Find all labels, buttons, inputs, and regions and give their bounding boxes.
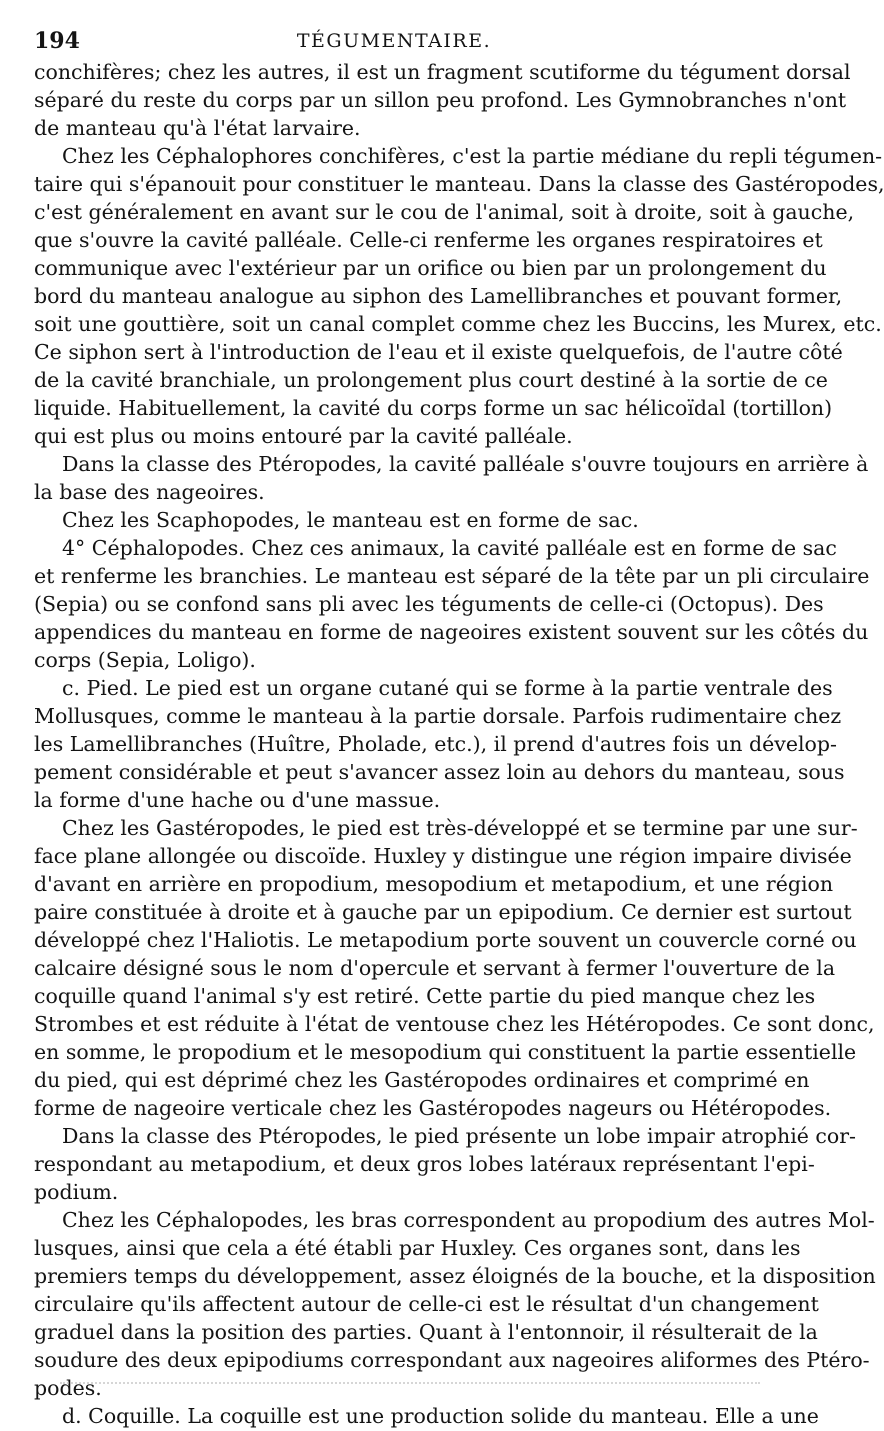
text-line: soit une gouttière, soit un canal complet comme chez les Buccins, les Murex, etc. (34, 312, 882, 336)
text-line: Strombes et est réduite à l'état de ventouse chez les Hétéropodes. Ce sont donc, (34, 1012, 875, 1036)
running-head: TÉGUMENTAIRE. (296, 30, 492, 52)
text-line: podium. (34, 1180, 119, 1204)
text-line: Chez les Céphalopodes, les bras correspondent au propodium des autres Mol- (62, 1208, 875, 1232)
text-line: de la cavité branchiale, un prolongement plus court destiné à la sortie de ce (34, 368, 828, 392)
text-line: de manteau qu'à l'état larvaire. (34, 116, 361, 140)
text-line: Dans la classe des Ptéropodes, la cavité palléale s'ouvre toujours en arrière à (62, 452, 869, 476)
text-line: Chez les Céphalophores conchifères, c'est la partie médiane du repli tégumen- (62, 144, 883, 168)
text-line: podes. (34, 1376, 102, 1400)
text-line: conchifères; chez les autres, il est un fragment scutiforme du tégument dorsal (34, 60, 851, 84)
text-line: appendices du manteau en forme de nageoires existent souvent sur les côtés du (34, 620, 869, 644)
text-line: 4° Céphalopodes. Chez ces animaux, la cavité palléale est en forme de sac (62, 536, 837, 560)
text-line: du pied, qui est déprimé chez les Gastéropodes ordinaires et comprimé en (34, 1068, 810, 1092)
text-line: Mollusques, comme le manteau à la partie dorsale. Parfois rudimentaire chez (34, 704, 842, 728)
text-line: les Lamellibranches (Huître, Pholade, etc.), il prend d'autres fois un dévelop- (34, 732, 837, 756)
text-line: communique avec l'extérieur par un orifice ou bien par un prolongement du (34, 256, 827, 280)
text-line: et renferme les branchies. Le manteau est séparé de la tête par un pli circulaire (34, 564, 870, 588)
text-line: graduel dans la position des parties. Quant à l'entonnoir, il résulterait de la (34, 1320, 818, 1344)
body-text (34, 58, 884, 1430)
text-line: que s'ouvre la cavité palléale. Celle-ci renferme les organes respiratoires et (34, 228, 823, 252)
text-line: coquille quand l'animal s'y est retiré. Cette partie du pied manque chez les (34, 984, 816, 1008)
text-line: pement considérable et peut s'avancer assez loin au dehors du manteau, sous (34, 760, 845, 784)
text-line: Chez les Gastéropodes, le pied est très-développé et se termine par une sur- (62, 816, 858, 840)
page-header (34, 28, 754, 58)
next-line-fragment (60, 1382, 760, 1392)
text-line: Ce siphon sert à l'introduction de l'eau et il existe quelquefois, de l'autre côté (34, 340, 843, 364)
text-line: taire qui s'épanouit pour constituer le manteau. Dans la classe des Gastéropodes, (34, 172, 884, 196)
text-line: développé chez l'Haliotis. Le metapodium porte souvent un couvercle corné ou (34, 928, 857, 952)
text-line: la base des nageoires. (34, 480, 265, 504)
text-line: premiers temps du développement, assez éloignés de la bouche, et la disposition (34, 1264, 876, 1288)
text-line: bord du manteau analogue au siphon des Lamellibranches et pouvant former, (34, 284, 843, 308)
text-line: respondant au metapodium, et deux gros lobes latéraux représentant l'epi- (34, 1152, 815, 1176)
text-line: face plane allongée ou discoïde. Huxley y distingue une région impaire divisée (34, 844, 852, 868)
text-line: Dans la classe des Ptéropodes, le pied présente un lobe impair atrophié cor- (62, 1124, 856, 1148)
text-line: la forme d'une hache ou d'une massue. (34, 788, 441, 812)
text-line: forme de nageoire verticale chez les Gastéropodes nageurs ou Hétéropodes. (34, 1096, 832, 1120)
text-line: d'avant en arrière en propodium, mesopodium et metapodium, et une région (34, 872, 834, 896)
text-line: liquide. Habituellement, la cavité du corps forme un sac hélicoïdal (tortillon) (34, 396, 833, 420)
page-number: 194 (34, 28, 80, 54)
text-line: en somme, le propodium et le mesopodium qui constituent la partie essentielle (34, 1040, 857, 1064)
text-line: lusques, ainsi que cela a été établi par Huxley. Ces organes sont, dans les (34, 1236, 801, 1260)
text-line: circulaire qu'ils affectent autour de celle-ci est le résultat d'un changement (34, 1292, 819, 1316)
text-line: Chez les Scaphopodes, le manteau est en forme de sac. (62, 508, 639, 532)
text-line: d. Coquille. La coquille est une production solide du manteau. Elle a une (62, 1404, 819, 1428)
text-line: calcaire désigné sous le nom d'opercule et servant à fermer l'ouverture de la (34, 956, 836, 980)
text-line: c'est généralement en avant sur le cou de l'animal, soit à droite, soit à gauche, (34, 200, 855, 224)
text-line: paire constituée à droite et à gauche par un epipodium. Ce dernier est surtout (34, 900, 852, 924)
text-line: soudure des deux epipodiums correspondant aux nageoires aliformes des Ptéro- (34, 1348, 870, 1372)
text-line: qui est plus ou moins entouré par la cavité palléale. (34, 424, 573, 448)
text-line: séparé du reste du corps par un sillon peu profond. Les Gymnobranches n'ont (34, 88, 847, 112)
text-line: c. Pied. Le pied est un organe cutané qui se forme à la partie ventrale des (62, 676, 833, 700)
text-line: (Sepia) ou se confond sans pli avec les téguments de celle-ci (Octopus). Des (34, 592, 824, 616)
text-line: corps (Sepia, Loligo). (34, 648, 256, 672)
